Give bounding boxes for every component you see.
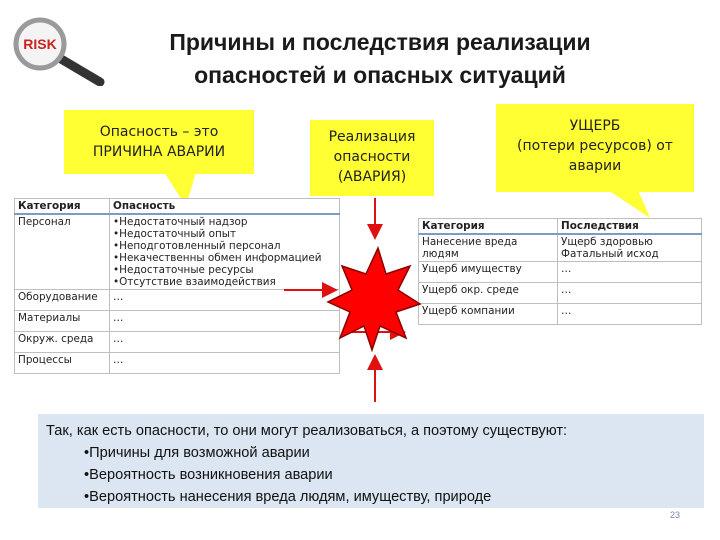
hazard-item: •Отсутствие взаимодействия — [113, 276, 276, 288]
callout-damage-line-1: УЩЕРБ — [569, 118, 621, 134]
flow-diagram — [280, 190, 430, 410]
hazard-item: •Некачественны обмен информацией — [113, 252, 322, 264]
consequence-value: … — [558, 262, 702, 283]
hazard-category: Процессы — [15, 353, 110, 374]
callout-tail-damage — [608, 190, 658, 220]
hazard-item: •Недостаточный надзор — [113, 216, 248, 228]
consequence-category — [419, 234, 558, 262]
consequence-category: Ущерб окр. среде — [419, 283, 558, 304]
callout-hazard — [64, 110, 254, 174]
consequence-value: … — [558, 283, 702, 304]
summary-bullet: •Вероятность возникновения аварии — [84, 467, 333, 483]
consequence-header-consequence: Последствия — [558, 219, 702, 235]
consequence-category-line: людям — [422, 248, 459, 260]
hazard-header-hazard: Опасность — [110, 199, 340, 215]
consequence-value-line: Фатальный исход — [561, 248, 659, 260]
hazard-item: •Недостаточные ресурсы — [113, 264, 254, 276]
callout-realization-line-1: Реализация — [328, 129, 416, 145]
title-line-2: опасностей и опасных ситуаций — [194, 62, 566, 88]
summary-bullet: •Причины для возможной аварии — [84, 445, 310, 461]
hazard-item: … — [110, 311, 340, 332]
hazard-item: … — [110, 353, 340, 374]
callout-damage-line-3: аварии — [568, 158, 622, 174]
hazard-header-category: Категория — [15, 199, 110, 215]
summary-intro: Так, как есть опасности, то они могут реализоваться, а поэтому существуют: — [46, 423, 568, 439]
magnifier-handle — [56, 56, 100, 82]
summary-box — [38, 414, 704, 508]
accident-burst-icon — [328, 248, 420, 350]
consequence-value-line: Ущерб здоровью — [561, 236, 653, 248]
consequence-value — [558, 234, 702, 262]
title-line-1: Причины и последствия реализации — [169, 29, 591, 55]
callout-realization — [310, 120, 434, 196]
consequence-value: … — [558, 304, 702, 325]
risk-magnifier-logo — [8, 14, 106, 86]
consequence-category-line: Нанесение вреда — [422, 236, 518, 248]
table-row — [419, 234, 702, 262]
hazard-category: Окруж. среда — [15, 332, 110, 353]
hazard-item: … — [110, 290, 340, 311]
logo-text: RISK — [23, 36, 57, 52]
table-row — [419, 283, 702, 304]
table-row — [419, 262, 702, 283]
page-number: 23 — [669, 510, 680, 520]
hazard-item: •Неподготовленный персонал — [113, 240, 281, 252]
page-title — [100, 26, 660, 92]
callout-hazard-line-1: Опасность – это — [99, 124, 219, 140]
consequence-table-header — [419, 219, 702, 235]
callout-hazard-line-2: ПРИЧИНА АВАРИИ — [92, 144, 226, 160]
hazard-category: Персонал — [15, 214, 110, 290]
consequence-header-category: Категория — [419, 219, 558, 235]
callout-realization-line-3: (АВАРИЯ) — [337, 169, 407, 185]
table-row — [419, 304, 702, 325]
hazard-item: … — [110, 332, 340, 353]
callout-damage-line-2: (потери ресурсов) от — [517, 138, 673, 154]
consequence-category: Ущерб имуществу — [419, 262, 558, 283]
consequence-table — [418, 218, 702, 325]
hazard-category: Материалы — [15, 311, 110, 332]
hazard-category: Оборудование — [15, 290, 110, 311]
summary-bullet: •Вероятность нанесения вреда людям, имуществу, природе — [84, 489, 492, 505]
hazard-item: •Недостаточный опыт — [113, 228, 237, 240]
callout-damage — [496, 104, 694, 192]
consequence-category: Ущерб компании — [419, 304, 558, 325]
callout-realization-line-2: опасности — [333, 149, 411, 165]
